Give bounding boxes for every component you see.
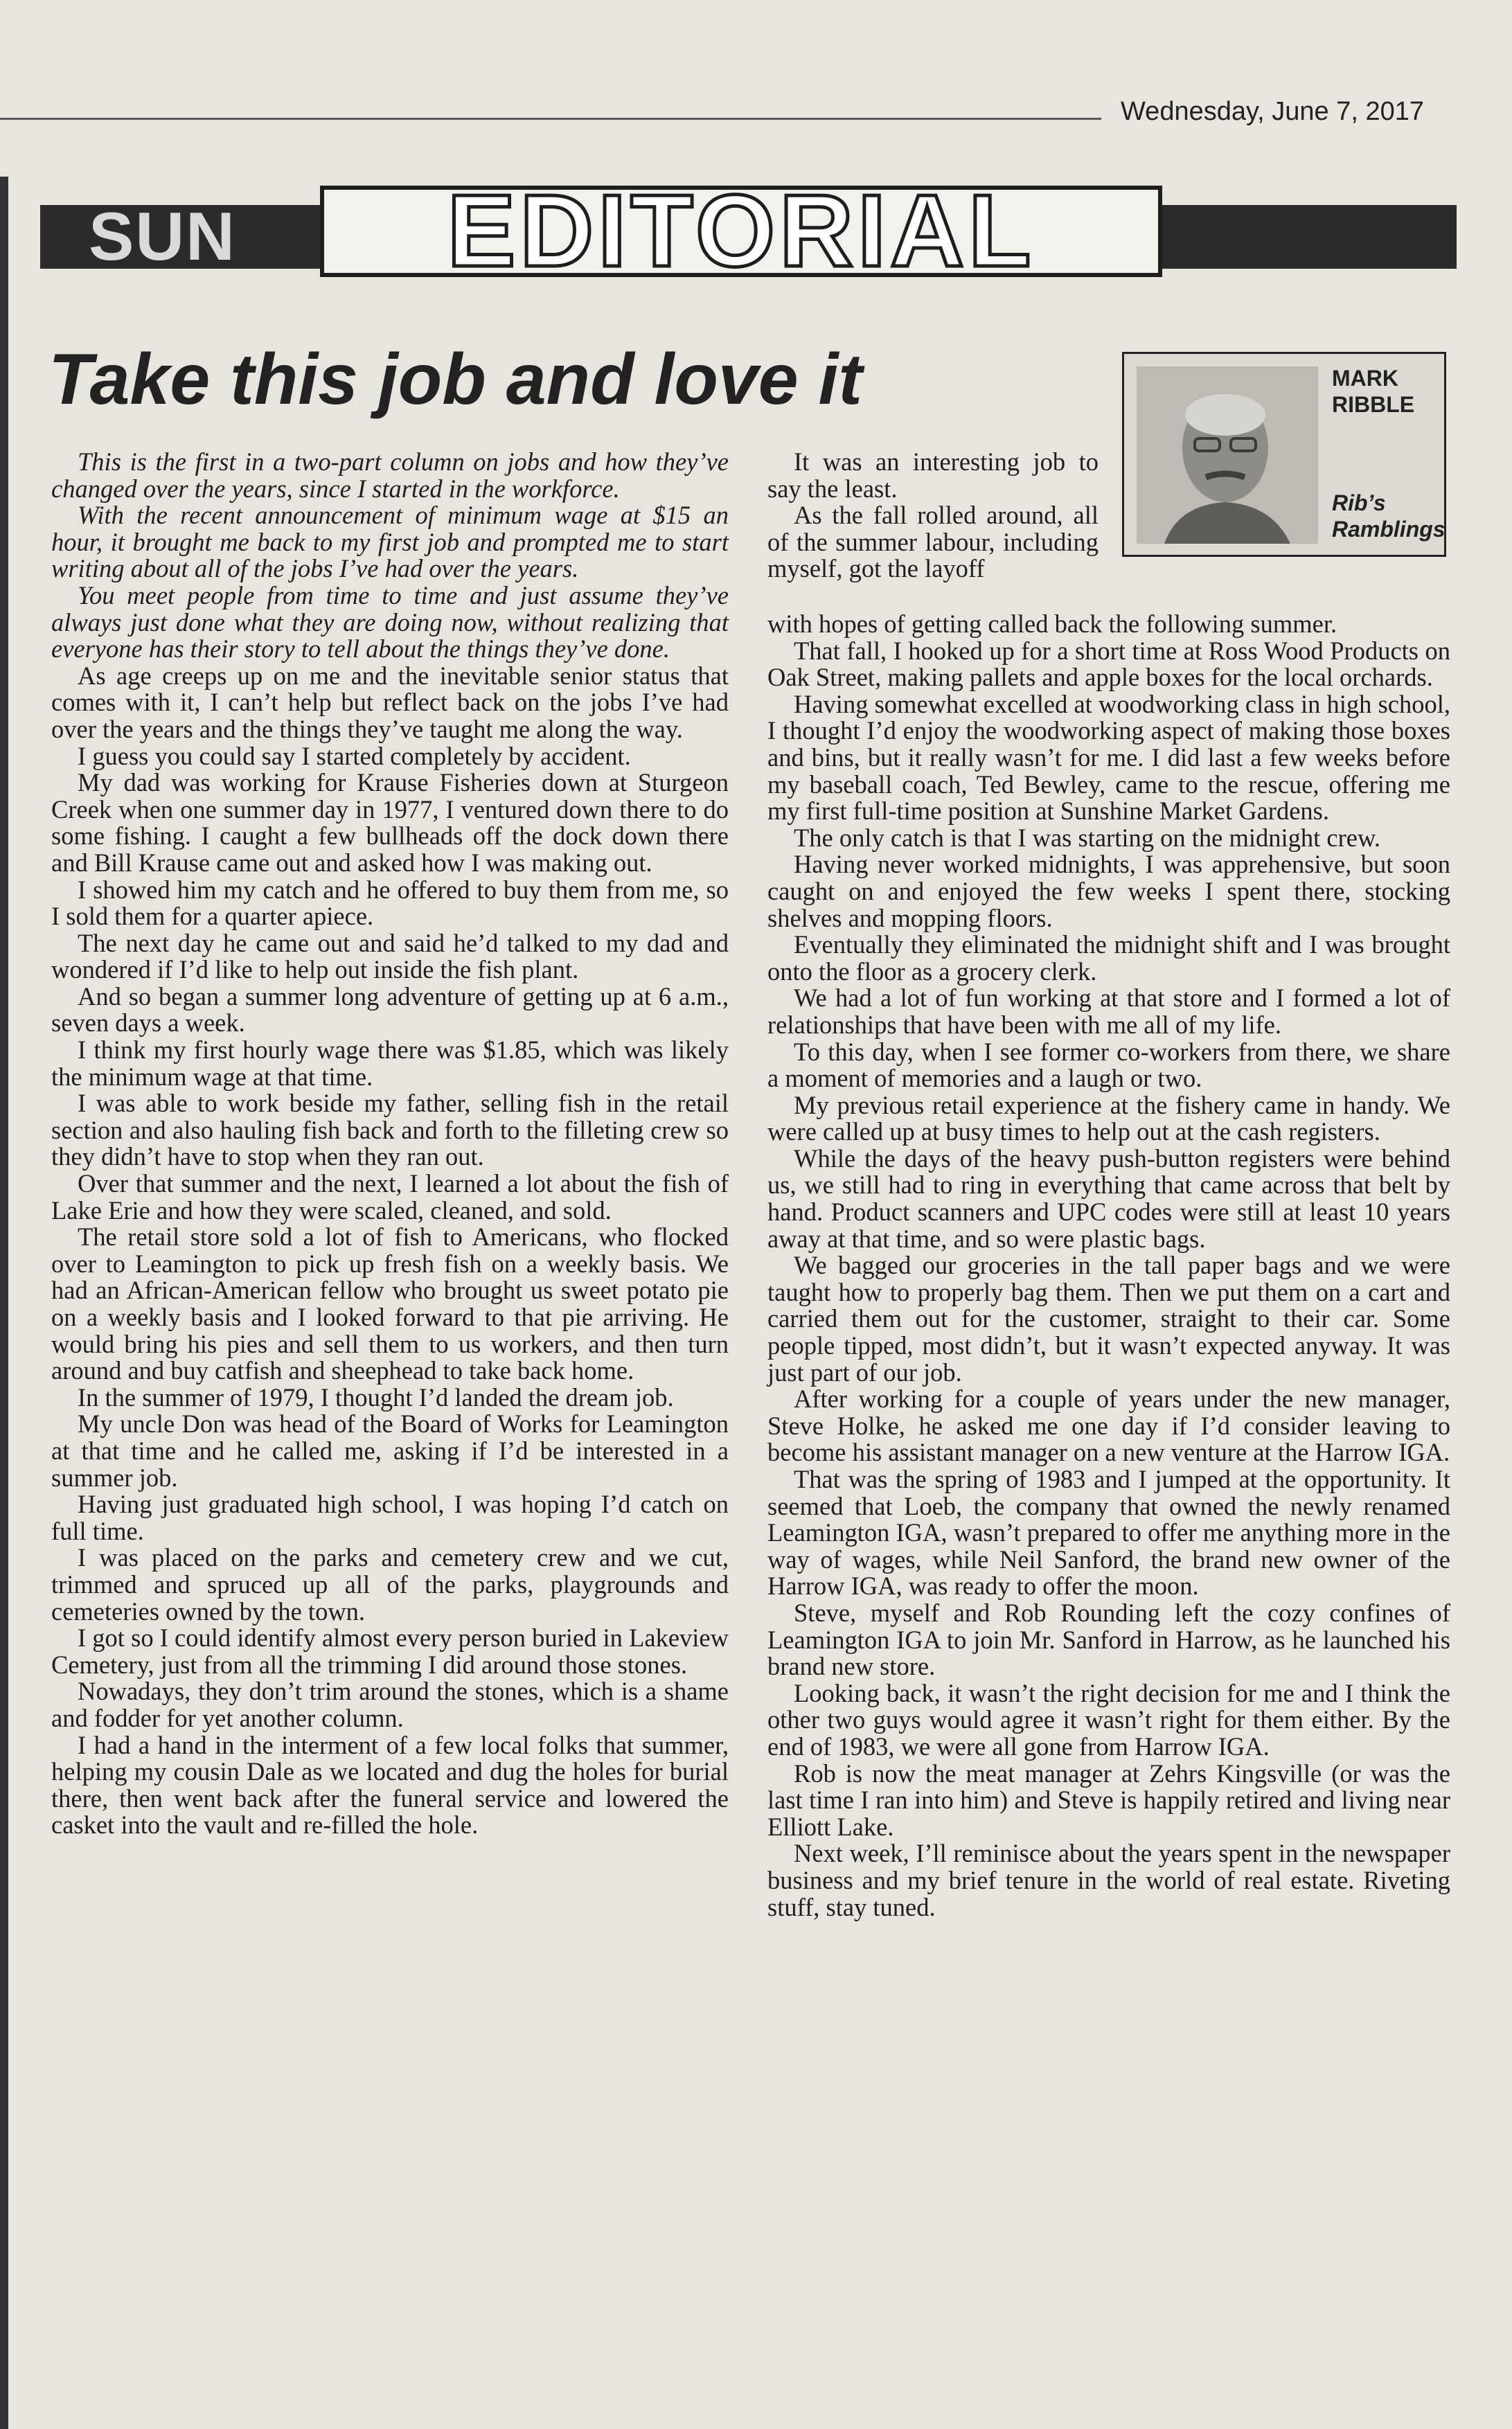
body-paragraph: Rob is now the meat manager at Zehrs Kingsville (or was the last time I ran into him) and Steve is happily retired and living near Elliott Lake. [767,1759,1450,1841]
body-paragraph: Having somewhat excelled at woodworking class in high school, I thought I’d enjoy the woodworking aspect of making those boxes and bins, but it really wasn’t for me. I did last a few weeks before my baseball coach, Ted Bewley, came to the rescue, offering me my first full-time position at Sunshine Market Gardens. [767,689,1450,826]
author-box [1122,352,1446,557]
body-paragraph: Looking back, it wasn’t the right decision for me and I think the other two guys would agree it wasn’t right for them either. By the end of 1983, we were all gone from Harrow IGA. [767,1678,1450,1761]
body-paragraph: I was able to work beside my father, selling fish in the retail section and also hauling fish back and forth to the filleting crew so they didn’t have to stop when they ran out. [51,1089,729,1171]
body-paragraph: Eventually they eliminated the midnight shift and I was brought onto the floor as a grocery clerk. [767,930,1450,986]
body-paragraph: As the fall rolled around, all of the summer labour, including myself, got the layoff [767,501,1099,583]
body-paragraph: We had a lot of fun working at that store and I formed a lot of relationships that have been with me all of my life. [767,984,1450,1039]
body-paragraph: The next day he came out and said he’d talked to my dad and wondered if I’d like to help out inside the fish plant. [51,928,729,984]
issue-date: Wednesday, June 7, 2017 [1121,97,1425,126]
page-edge-border [0,177,8,2429]
body-paragraph: While the days of the heavy push-button registers were behind us, we still had to ring in everything that came across that belt by hand. Product scanners and UPC codes were still at least 10 years away at that time, and so were plastic bags. [767,1144,1450,1253]
body-paragraph: As age creeps up on me and the inevitable senior status that comes with it, I can’t help but reflect back on the jobs I’ve had over the years and the things they’ve taught me along the way. [51,661,729,743]
body-paragraph: The retail store sold a lot of fish to Americans, who flocked over to Leamington to pick up fresh fish on a weekly basis. We had an African-American fellow who brought us sweet potato pie on a weekly basis and I looked forward to that pie arriving. He would bring his pies and sell them to us workers, and then turn around and buy catfish and sheephead to take back home. [51,1222,729,1385]
column-name [1332,490,1446,542]
intro-paragraph: With the recent announcement of minimum wage at $15 an hour, it brought me back to my first job and prompted me to start writing about all of the jobs I’ve had over the years. [51,501,729,583]
body-paragraph: It was an interesting job to say the least. [767,447,1099,503]
body-paragraph: I showed him my catch and he offered to buy them from me, so I sold them for a quarter apiece. [51,875,729,931]
body-paragraph: Nowadays, they don’t trim around the stones, which is a shame and fodder for yet another column. [51,1677,729,1732]
body-paragraph: In the summer of 1979, I thought I’d landed the dream job. [78,1382,674,1412]
author-first-name: MARK [1332,366,1398,391]
author-last-name: RIBBLE [1332,392,1415,417]
body-paragraph: We bagged our groceries in the tall paper bags and we were taught how to properly bag them. Then we put them on a cart and carried them out for the customer, straight to their car. Some people tipped, most didn’t, but it wasn’t expected anyway. It was just part of our job. [767,1251,1450,1387]
body-paragraph: Having never worked midnights, I was apprehensive, but soon caught on and enjoyed the few weeks I spent there, stocking shelves and mopping floors. [767,850,1450,932]
body-paragraph: I was placed on the parks and cemetery crew and we cut, trimmed and spruced up all of the parks, playgrounds and cemeteries owned by the town. [51,1543,729,1626]
body-paragraph: And so began a summer long adventure of getting up at 6 a.m., seven days a week. [51,981,729,1038]
body-paragraph: Next week, I’ll reminisce about the years spent in the newspaper business and my brief tenure in the world of real estate. Riveting stuff, stay tuned. [767,1839,1450,1921]
body-paragraph: My uncle Don was head of the Board of Works for Leamington at that time and he called me, asking if I’d be interested in a summer job. [51,1409,729,1492]
header-rule [0,118,1101,120]
author-photo-icon [1137,366,1318,544]
banner-sun-label: SUN [89,198,236,274]
body-paragraph: Over that summer and the next, I learned a lot about the fish of Lake Erie and how they were scaled, cleaned, and sold. [51,1169,729,1225]
body-paragraph: The only catch is that I was starting on the midnight crew. [794,823,1381,852]
body-paragraph: That fall, I hooked up for a short time at Ross Wood Products on Oak Street, making pallets and apple boxes for the local orchards. [767,636,1450,692]
body-paragraph: I guess you could say I started completely by accident. [78,741,631,770]
body-paragraph: Having just graduated high school, I was hoping I’d catch on full time. [51,1490,729,1545]
body-paragraph: That was the spring of 1983 and I jumped at the opportunity. It seemed that Loeb, the company that owned the newly renamed Leamington IGA, wasn’t prepared to offer me anything more in the way of wages, while Neil Sanford, the brand new owner of the Harrow IGA, was ready to offer the moon. [767,1465,1450,1601]
editorial-banner [40,174,1457,288]
body-paragraph: After working for a couple of years under the new manager, Steve Holke, he asked me one day if I’d consider leaving to become his assistant manager on a new venture at the Harrow IGA. [767,1385,1450,1467]
body-paragraph: My dad was working for Krause Fisheries down at Sturgeon Creek when one summer day in 1977, I ventured down there to do some fishing. I caught a few bullheads off the dock down there and Bill Krause came out and asked how I was making out. [51,768,729,877]
article-left-column [51,449,729,1839]
body-paragraph: I got so I could identify almost every person buried in Lakeview Cemetery, just from all the trimming I did around those stones. [51,1623,729,1679]
body-paragraph: Steve, myself and Rob Rounding left the cozy confines of Leamington IGA to join Mr. Sanford in Harrow, as he launched his brand new store. [767,1598,1450,1681]
column-name-line1: Rib’s [1332,490,1386,515]
intro-paragraph: This is the first in a two-part column on jobs and how they’ve changed over the years, since I started in the workforce. [51,447,729,503]
article-right-column-top [767,449,1099,582]
article-headline: Take this job and love it [48,339,863,420]
author-name [1332,365,1443,418]
intro-paragraph: You meet people from time to time and just assume they’ve always just done what they are doing now, without realizing that everyone has their story to tell about the things they’ve done. [51,580,729,664]
body-paragraph-continued: with hopes of getting called back the following summer. [767,610,1337,638]
body-paragraph: To this day, when I see former co-workers from there, we share a moment of memories and a laugh or two. [767,1037,1450,1093]
column-name-line2: Ramblings [1332,517,1446,542]
body-paragraph: I had a hand in the interment of a few local folks that summer, helping my cousin Dale as we located and dug the holes for burial there, then went back after the funeral service and lowered the casket into the vault and re-filled the hole. [51,1730,729,1840]
article-right-column [767,611,1450,1921]
portrait-icon [1137,366,1318,544]
body-paragraph: I think my first hourly wage there was $1.85, which was likely the minimum wage at that time. [51,1035,729,1091]
body-paragraph: My previous retail experience at the fishery came in handy. We were called up at busy times to help out at the cash registers. [767,1090,1450,1146]
banner-editorial-label: EDITORIAL [447,174,1035,288]
